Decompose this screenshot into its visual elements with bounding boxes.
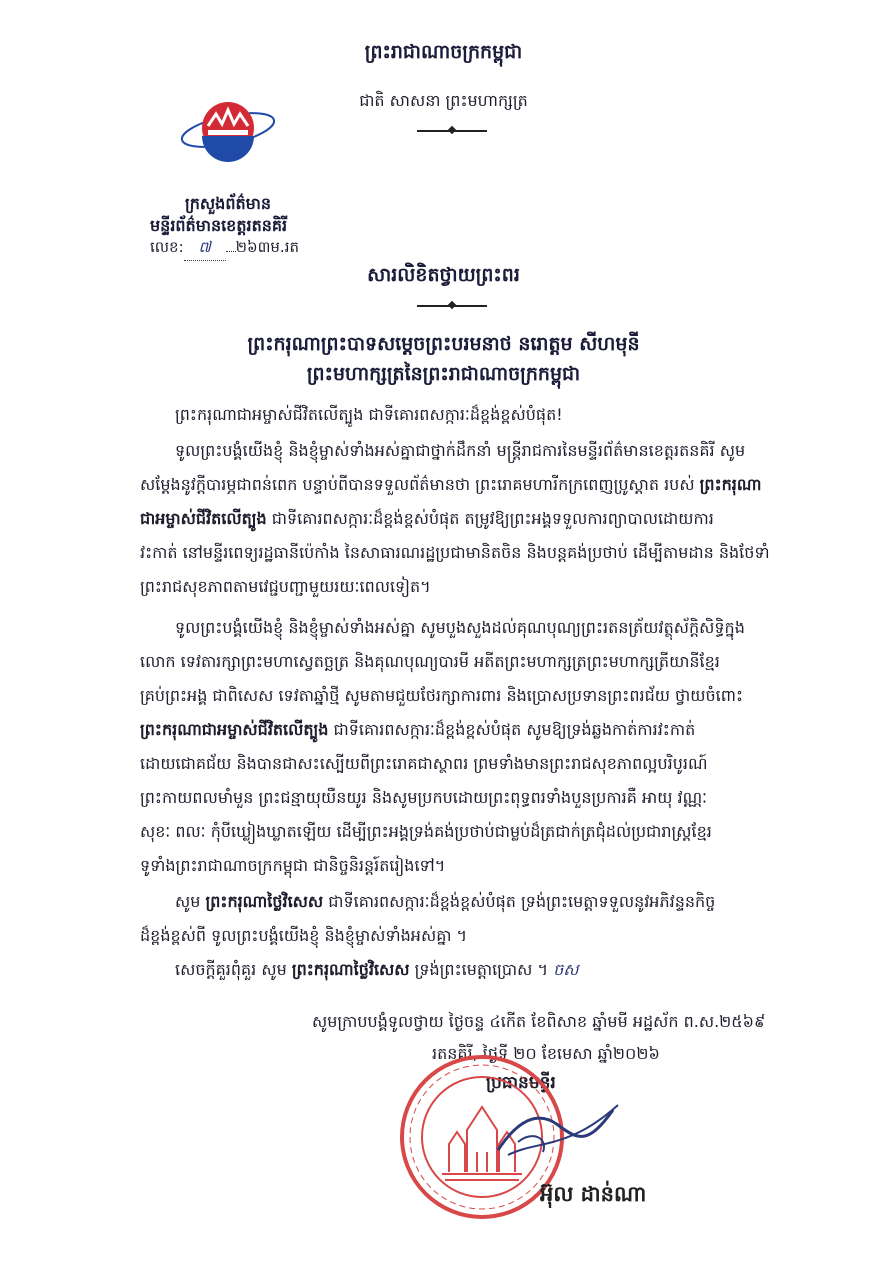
p1-line-5: ព្រះរាជសុខភាពតាមវេជ្ជបញ្ជាមួយរយៈពេលទៀត។ (140, 577, 431, 596)
ministry-name: ក្រសួងព័ត៌មាន (185, 194, 272, 213)
signer-position: ប្រធានមន្ទីរ (486, 1073, 556, 1093)
addressee-line-2: ព្រះមហាក្សត្រនៃព្រះរាជាណាចក្រកម្ពុជា (306, 363, 581, 385)
p1-line-4: វះកាត់ នៅមន្ទីរពេទ្យរដ្ឋធានីប៉េកាំង នៃសាធារណរដ្ឋប្រជាមានិតចិន និងបន្តគង់ប្រថាប់ ដើម្បីតាមដាន និងថែទាំ (140, 543, 770, 562)
p3-line-2: ដ៏ខ្ពង់ខ្ពស់ពី ទូលព្រះបង្គំយើងខ្ញុំ និងខ្ញុំម្ចាស់ទាំងអស់គ្នា ។ (140, 926, 468, 945)
king-honorific-2: ព្រះករុណាថ្លៃវិសេស (291, 960, 410, 979)
reference-suffix: ២៦៣ម.រត (235, 238, 299, 256)
p4-line-1: សេចក្តីគួរពុំគួរ សូម ព្រះករុណាថ្លៃវិសេស ទ្រង់ព្រះមេត្តាប្រោស ។ ចស (175, 960, 579, 979)
p2-line-2: លោក ទេវតារក្សាព្រះមហាស្វេតច្ឆត្រ និងគុណបុណ្យបារមី អតីតព្រះមហាក្សត្រព្រះមហាក្សត្រីយានីខ្មែរ (140, 652, 720, 671)
p2-line-3: គ្រប់ព្រះអង្គ ជាពិសេស ទេវតាឆ្នាំថ្មី សូមតាមជួយថែរក្សាការពារ និងប្រោសប្រទានព្រះពរជ័យ ថ្វាយចំពោះ (140, 686, 744, 705)
national-motto: ជាតិ សាសនា ព្រះមហាក្សត្រ (359, 91, 528, 110)
king-epithet-inline: ជាអម្ចាស់ជីវិតលើត្បូង (140, 509, 267, 528)
reference-number (150, 238, 299, 261)
reference-handwritten: ៧ (184, 238, 226, 261)
king-title-inline: ព្រះករុណា (699, 475, 762, 494)
handwritten-signature (488, 1090, 628, 1170)
department-name: មន្ទីរព័ត៌មានខេត្តរតនគិរី (150, 216, 288, 235)
handwritten-initial: ចស (553, 960, 579, 979)
p1-line-3: ជាអម្ចាស់ជីវិតលើត្បូង ជាទីគោរពសក្ការៈដ៏ខ្ពង់ខ្ពស់បំផុត តម្រូវឱ្យព្រះអង្គទទួលការព្យាបាលដោយការ (140, 509, 714, 528)
p1-line-2: សម្តែងនូវក្តីបារម្ភជាពន់ពេក បន្ទាប់ពីបានទទួលព័ត៌មានថា ព្រះរោគមហារីកក្រពេញប្រូស្តាត របស់ ព្រះករុណា (140, 475, 762, 494)
king-honorific: ព្រះករុណាថ្លៃវិសេស (205, 892, 324, 911)
p2-line-8: ទូទាំងព្រះរាជាណាចក្រកម្ពុជា ជានិច្ចនិរន្តរ៍តរៀងទៅ។ (140, 856, 446, 875)
lunar-date: សូមក្រាបបង្គំទូលថ្វាយ ថ្ងៃចន្ទ ៤កើត ខែពិសាខ ឆ្នាំមមី អដ្ឋស័ក ព.ស.២៥៦៩ (312, 1012, 766, 1031)
p2-line-6: ព្រះកាយពលមាំមួន ព្រះជន្មាយុយឺនយូរ និងសូមប្រកបដោយព្រះពុទ្ធពរទាំងបួនប្រការគឺ អាយុ វណ្ណៈ (140, 788, 708, 807)
ministry-logo (178, 96, 278, 168)
p2-line-7: សុខៈ ពលៈ កុំបីឃ្លៀងឃ្លាតឡើយ ដើម្បីព្រះអង្គទ្រង់គង់ប្រថាប់ជាម្លប់ដ៏ត្រជាក់ត្រជុំដល់ប្រជារាស្ត្រខ្មែរ (140, 822, 712, 841)
p3-line-1: សូម ព្រះករុណាថ្លៃវិសេស ជាទីគោរពសក្ការៈដ៏ខ្ពង់ខ្ពស់បំផុត ទ្រង់ព្រះមេត្តាទទួលនូវអភិវន្ទនកិច្ច (175, 892, 716, 911)
signer-name: អ៊ុល ដាន់ណា (540, 1182, 647, 1206)
p2-line-5: ដោយជោគជ័យ និងបានជាសះស្បើយពីព្រះរោគជាស្ថាពរ ព្រមទាំងមានព្រះរាជសុខភាពល្អបរិបូរណ៍ (140, 754, 708, 773)
reference-label: លេខ: (150, 238, 184, 256)
p2-line-1: ទូលព្រះបង្គំយើងខ្ញុំ និងខ្ញុំម្ចាស់ទាំងអស់គ្នា សូមបួងសួងដល់គុណបុណ្យព្រះរតនត្រ័យវត្ថុស័ក្តិសិទ្ធិក្នុង (175, 618, 745, 637)
header-ornament (417, 130, 487, 132)
addressee-line-1: ព្រះករុណាព្រះបាទសម្តេចព្រះបរមនាថ នរោត្តម សីហមុនី (247, 333, 640, 355)
p1-line-1: ទូលព្រះបង្គំយើងខ្ញុំ និងខ្ញុំម្ចាស់ទាំងអស់គ្នាជាថ្នាក់ដឹកនាំ មន្ត្រីរាជការនៃមន្ទីរព័ត៌មានខេត្តរតនគិរី សូម (175, 441, 746, 460)
solar-date: រតនគិរី, ថ្ងៃទី ២០ ខែមេសា ឆ្នាំ២០២៦ (432, 1044, 660, 1063)
p2-line-4: ព្រះករុណាជាអម្ចាស់ជីវិតលើត្បូង ជាទីគោរពសក្ការៈដ៏ខ្ពង់ខ្ពស់បំផុត សូមឱ្យទ្រង់ឆ្លងកាត់ការវះកាត់ (140, 720, 696, 739)
document-title: សារលិខិតថ្វាយព្រះពរ (367, 264, 520, 286)
greeting: ព្រះករុណាជាអម្ចាស់ជីវិតលើត្បូង ជាទីគោរពសក្ការៈដ៏ខ្ពង់ខ្ពស់បំផុត! (175, 405, 563, 424)
king-full-epithet: ព្រះករុណាជាអម្ចាស់ជីវិតលើត្បូង (140, 720, 329, 739)
kingdom-heading: ព្រះរាជាណាចក្រកម្ពុជា (364, 41, 523, 63)
title-ornament (417, 305, 487, 307)
